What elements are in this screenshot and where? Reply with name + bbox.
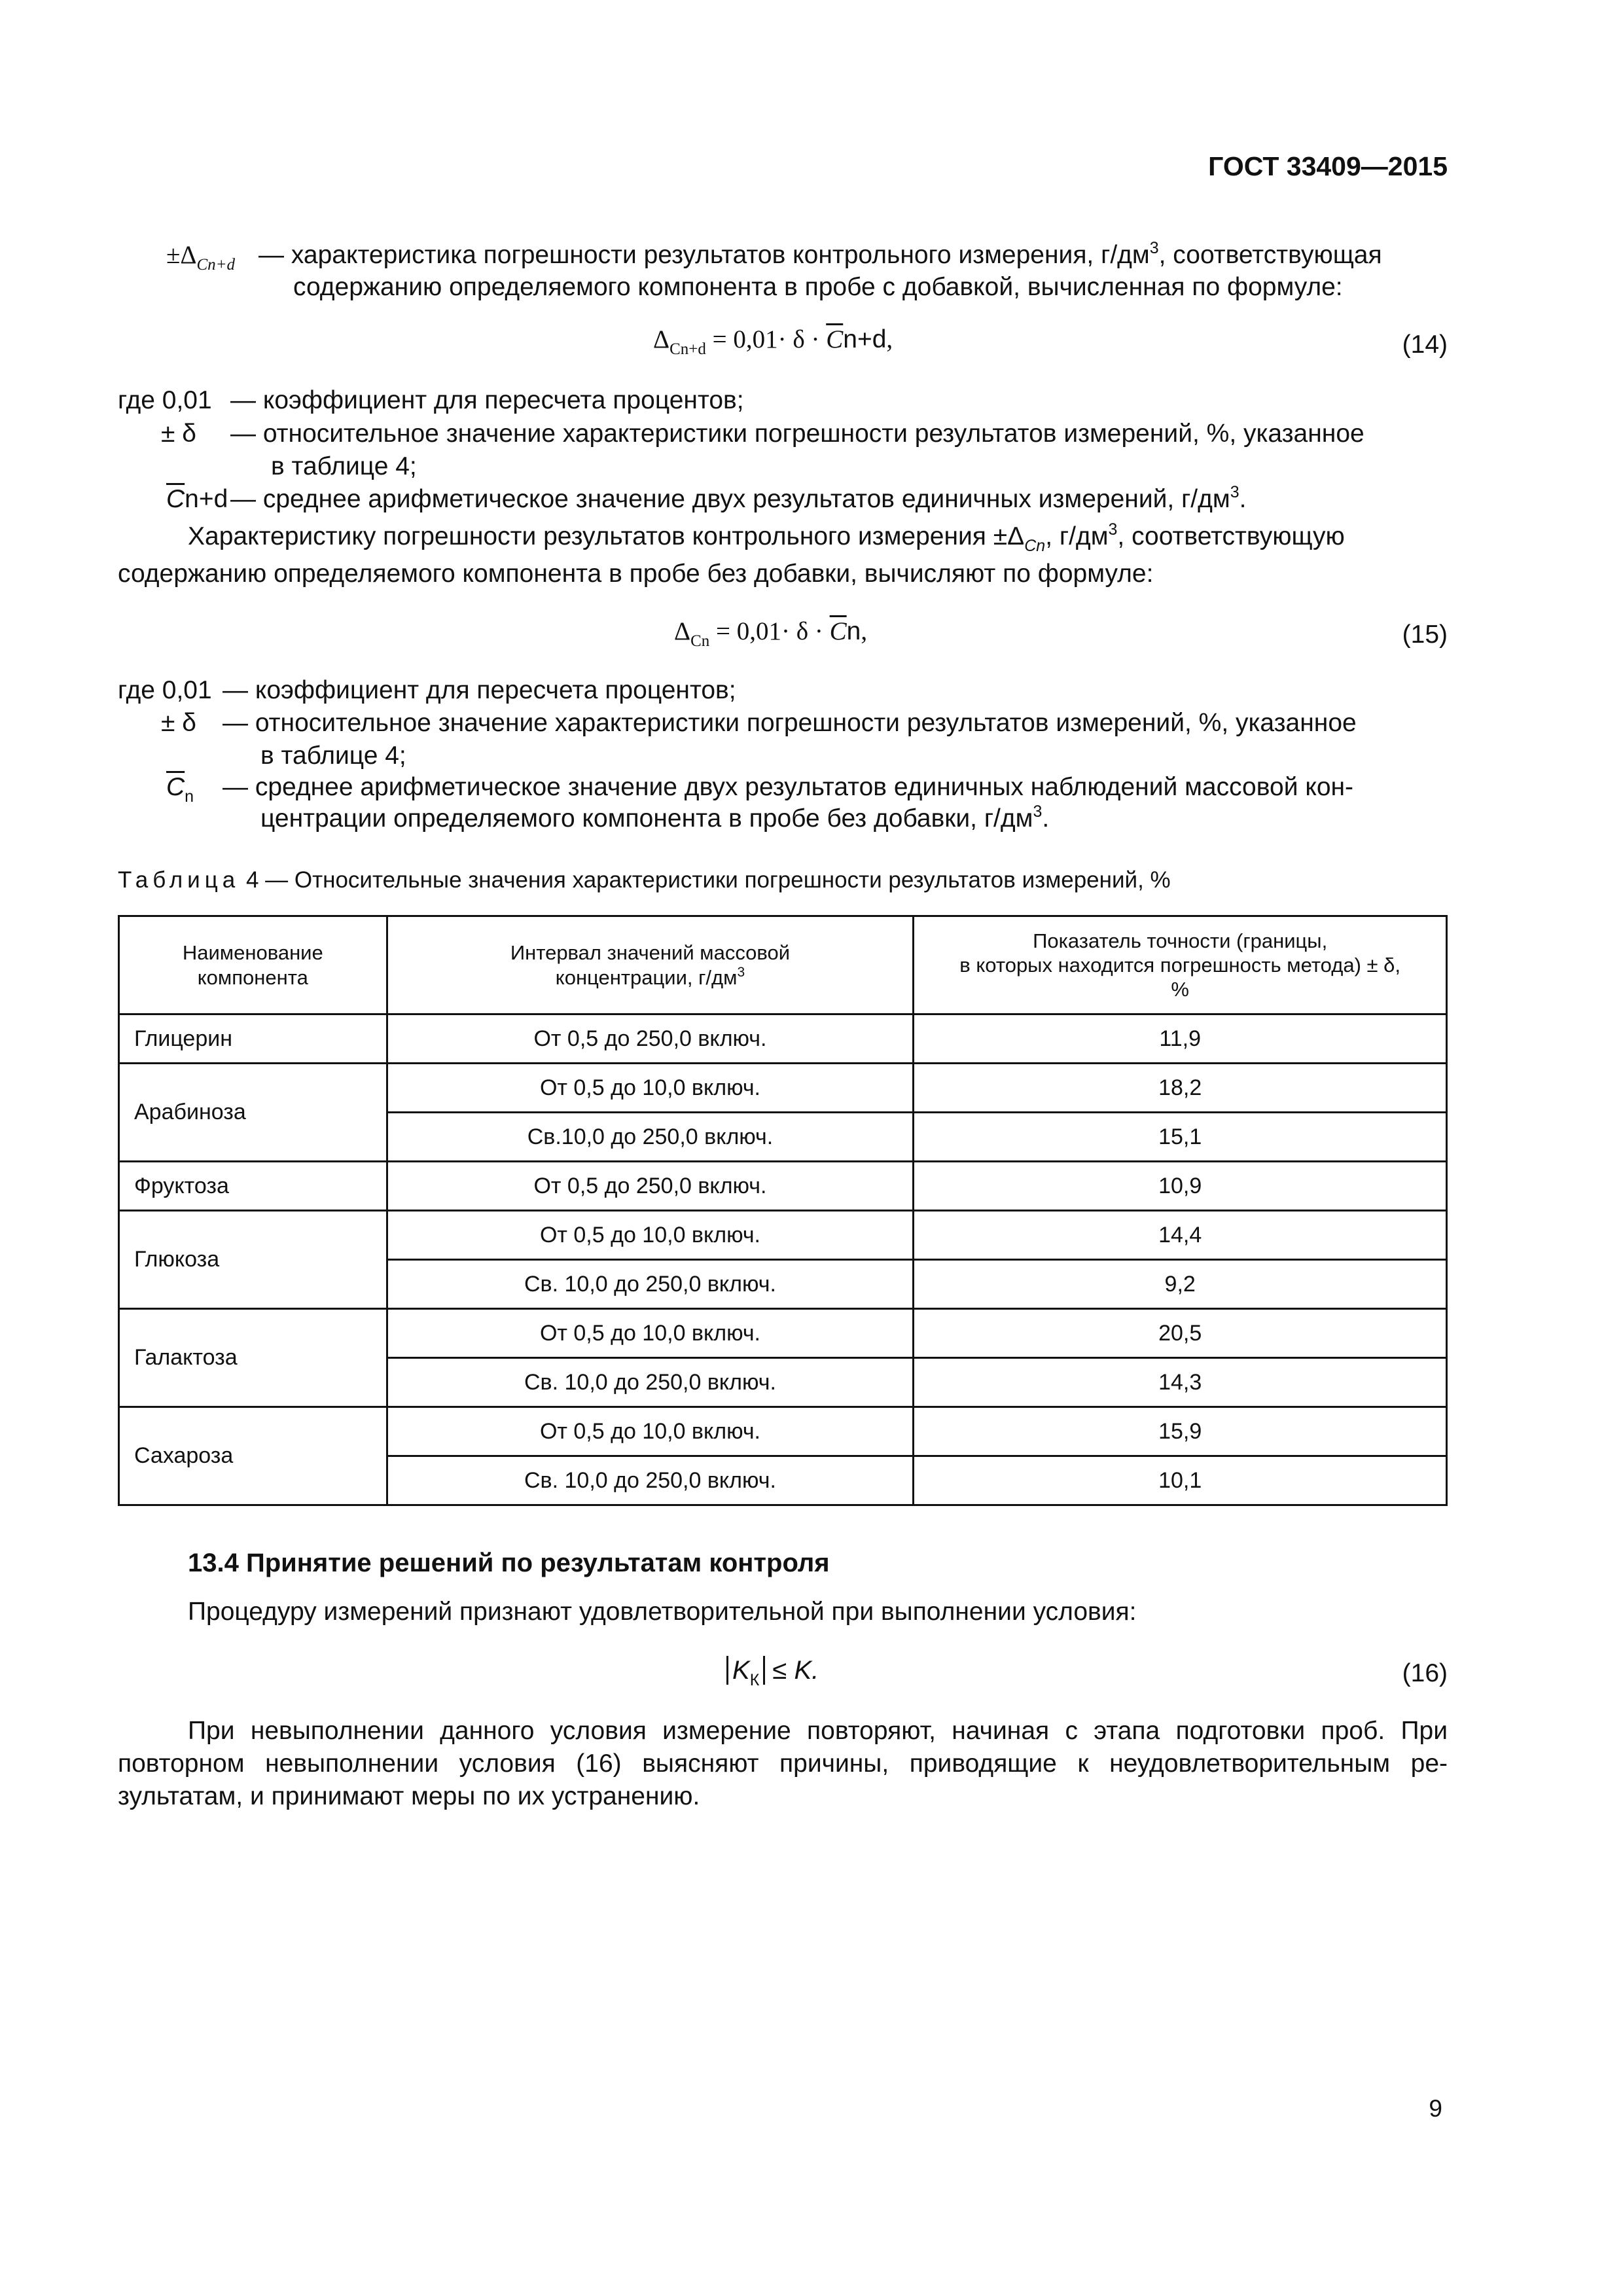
formula-number: (16) (1402, 1659, 1448, 1687)
table-row (119, 1309, 1447, 1358)
header-interval: Интервал значений массовой концентрации, $г/дм^3$ (387, 916, 914, 1014)
table-row (119, 1407, 1447, 1456)
paragraph-line: повторном невыполнении условия (16) выясняют причины, приводящие к неудовлетворительным ре- (118, 1749, 1448, 1778)
formula-16: $K_К \le K$. (726, 1653, 819, 1687)
where-item: — среднее арифметическое значение двух результатов единичных измерений, $г/дм^3$. (230, 483, 1247, 513)
formula-number: (15) (1402, 620, 1448, 649)
cell-interval: От 0,5 до 10,0 включ. (387, 1064, 914, 1113)
paragraph-line: Процедуру измерений признают удовлетворительной при выполнении условия: (188, 1598, 1137, 1626)
where-label: где 0,01 (118, 676, 212, 704)
cell-interval: Св. 10,0 до 250,0 включ. (387, 1260, 914, 1309)
cell-value: 15,1 (914, 1113, 1447, 1162)
where-item: — коэффициент для пересчета процентов; (223, 676, 736, 704)
header-accuracy: Показатель точности (границы, в которых находится погрешность метода) ± δ, % (914, 916, 1447, 1014)
table-header-row (119, 916, 1447, 1014)
table-row (119, 1211, 1447, 1260)
cell-interval: От 0,5 до 10,0 включ. (387, 1407, 914, 1456)
cell-value: 10,9 (914, 1162, 1447, 1211)
formula-number: (14) (1402, 331, 1448, 359)
table-row (119, 1162, 1447, 1211)
cell-interval: Св. 10,0 до 250,0 включ. (387, 1358, 914, 1407)
symbol-cn-mean: $\overline{C}_n$ (166, 773, 194, 806)
document-code-header: ГОСТ 33409—2015 (1208, 151, 1448, 181)
symbol-delta: ± δ (161, 709, 196, 737)
formula-15: $\Delta_{Cn} = 0,01\cdot \delta \cdot \overline{C}n$, (674, 617, 868, 650)
cell-component: Галактоза (119, 1309, 387, 1407)
symbol-cnd-mean: $\overline{C}n+d$ (166, 485, 228, 513)
cell-interval: Св. 10,0 до 250,0 включ. (387, 1456, 914, 1505)
cell-value: 9,2 (914, 1260, 1447, 1309)
table-4 (118, 915, 1448, 1506)
table-row (119, 1014, 1447, 1064)
where-item: в таблице 4; (260, 742, 406, 770)
cell-interval: От 0,5 до 10,0 включ. (387, 1309, 914, 1358)
cell-value: 18,2 (914, 1064, 1447, 1113)
paragraph-line: Характеристику погрешности результатов контрольного измерения $\pm\Delta_{Cn}$, $г/дм^3$, соответствующую (188, 520, 1345, 555)
cell-value: 20,5 (914, 1309, 1447, 1358)
where-item: в таблице 4; (271, 452, 417, 480)
header-component: Наименование компонента (119, 916, 387, 1014)
cell-component: Арабиноза (119, 1064, 387, 1162)
cell-interval: От 0,5 до 250,0 включ. (387, 1162, 914, 1211)
cell-value: 15,9 (914, 1407, 1447, 1456)
definition-line: — характеристика погрешности результатов контрольного измерения, $г/дм^3$, соответствующая (259, 239, 1382, 269)
where-item: — коэффициент для пересчета процентов; (230, 386, 744, 414)
paragraph-line: зультатам, и принимают меры по их устранению. (118, 1782, 700, 1810)
where-item: — относительное значение характеристики погрешности результатов измерений, %, указанное (230, 420, 1364, 448)
cell-interval: От 0,5 до 10,0 включ. (387, 1211, 914, 1260)
cell-value: 14,4 (914, 1211, 1447, 1260)
where-item: — относительное значение характеристики погрешности результатов измерений, %, указанное (223, 709, 1357, 737)
paragraph-line: содержанию определяемого компонента в пробе без добавки, вычисляют по формуле: (118, 560, 1154, 588)
symbol-delta-cnd: $\pm\Delta_{Cn+d}$ (166, 241, 236, 274)
cell-value: 14,3 (914, 1358, 1447, 1407)
section-heading: 13.4 Принятие решений по результатам контроля (188, 1549, 830, 1577)
definition-line: содержанию определяемого компонента в пробе с добавкой, вычисленная по формуле: (293, 273, 1343, 301)
where-item: центрации определяемого компонента в пробе без добавки, $г/дм^3$. (260, 802, 1050, 833)
cell-interval: От 0,5 до 250,0 включ. (387, 1014, 914, 1064)
where-label: где 0,01 (118, 386, 212, 414)
cell-component: Глицерин (119, 1014, 387, 1064)
cell-value: 11,9 (914, 1014, 1447, 1064)
cell-component: Сахароза (119, 1407, 387, 1505)
where-item: — среднее арифметическое значение двух результатов единичных наблюдений массовой кон- (223, 773, 1354, 801)
paragraph-line: При невыполнении данного условия измерение повторяют, начиная с этапа подготовки проб. При (188, 1717, 1448, 1745)
table-caption: Таблица 4 — Относительные значения характеристики погрешности результатов измерений, % (118, 867, 1171, 893)
formula-14: $\Delta_{Cn+d} = 0,01\cdot \delta \cdot \overline{C}n+d$, (653, 325, 893, 358)
cell-component: Фруктоза (119, 1162, 387, 1211)
symbol-delta: ± δ (161, 420, 196, 448)
page-number: 9 (1429, 2095, 1442, 2122)
cell-component: Глюкоза (119, 1211, 387, 1309)
cell-value: 10,1 (914, 1456, 1447, 1505)
cell-interval: Св.10,0 до 250,0 включ. (387, 1113, 914, 1162)
table-row (119, 1064, 1447, 1113)
